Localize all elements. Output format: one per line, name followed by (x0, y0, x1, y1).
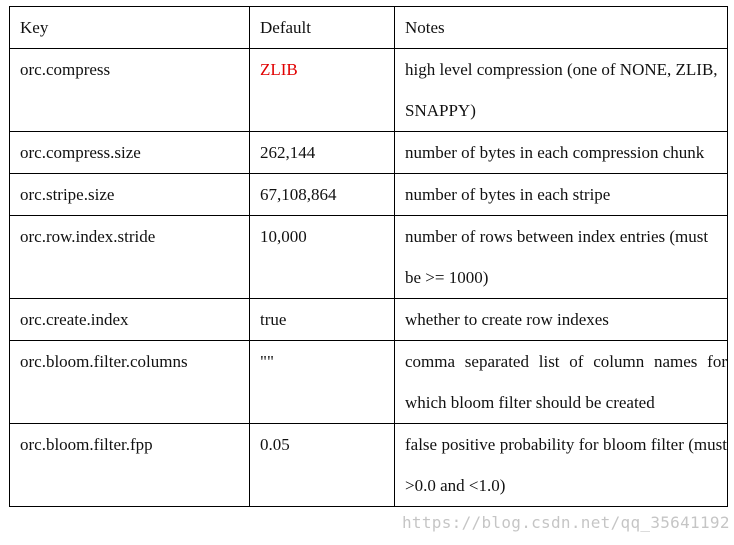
table-row (10, 216, 728, 299)
cell-key: orc.bloom.filter.fpp (10, 424, 250, 507)
cell-default: 67,108,864 (250, 174, 395, 216)
cell-key: orc.stripe.size (10, 174, 250, 216)
cell-default: "" (250, 341, 395, 424)
cell-key: orc.row.index.stride (10, 216, 250, 299)
cell-notes: number of bytes in each stripe (395, 174, 728, 216)
table-row (10, 424, 728, 507)
header-key: Key (10, 7, 250, 49)
cell-notes: false positive probability for bloom filter (must >0.0 and <1.0) (395, 424, 728, 507)
cell-notes: whether to create row indexes (395, 299, 728, 341)
cell-default: 262,144 (250, 132, 395, 174)
cell-notes: number of bytes in each compression chunk (395, 132, 728, 174)
header-default: Default (250, 7, 395, 49)
cell-notes: number of rows between index entries (must be >= 1000) (395, 216, 728, 299)
cell-key: orc.compress (10, 49, 250, 132)
cell-notes: high level compression (one of NONE, ZLIB, SNAPPY) (395, 49, 728, 132)
cell-key: orc.create.index (10, 299, 250, 341)
header-notes: Notes (395, 7, 728, 49)
cell-default: 0.05 (250, 424, 395, 507)
table-row (10, 49, 728, 132)
cell-notes: comma separated list of column names for which bloom filter should be created (395, 341, 728, 424)
watermark: https://blog.csdn.net/qq_35641192 (402, 513, 730, 532)
cell-default: 10,000 (250, 216, 395, 299)
config-table (9, 6, 728, 507)
table-row (10, 174, 728, 216)
table-row (10, 132, 728, 174)
table-row (10, 341, 728, 424)
table-row (10, 299, 728, 341)
cell-default: ZLIB (250, 49, 395, 132)
cell-key: orc.bloom.filter.columns (10, 341, 250, 424)
cell-key: orc.compress.size (10, 132, 250, 174)
cell-default: true (250, 299, 395, 341)
table-header-row (10, 7, 728, 49)
